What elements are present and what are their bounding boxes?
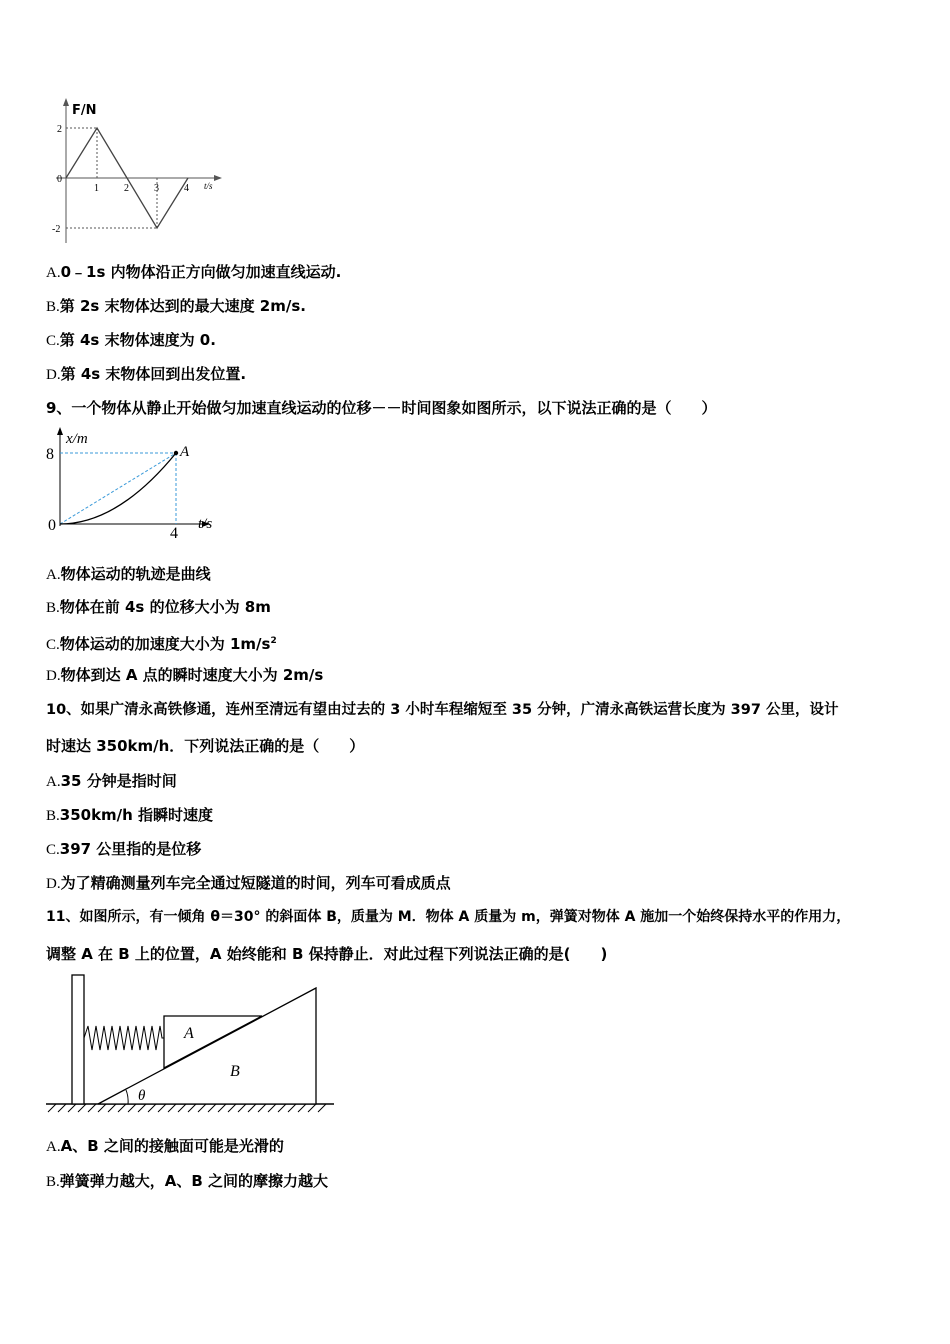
y-tick-8: 8 (46, 446, 54, 463)
x-tick-4: 4 (184, 183, 189, 194)
block-a-label: A (184, 1025, 194, 1042)
y-tick-0: 0 (57, 174, 62, 185)
x-tick-3: 3 (154, 183, 159, 194)
spring (84, 1026, 164, 1050)
q8-option-b: B.第 2s 末物体达到的最大速度 2m/s. (46, 297, 306, 315)
q11-option-a: A.A、B 之间的接触面可能是光滑的 (46, 1137, 284, 1155)
theta-label: θ (138, 1088, 146, 1104)
y-axis-arrow (57, 427, 63, 435)
point-a (174, 451, 178, 455)
q10-stem-line1: 10、如果广清永高铁修通，连州至清远有望由过去的 3 小时车程缩短至 35 分钟，广清永高铁运营长度为 397 公里，设计 (46, 702, 839, 718)
q8-option-d: D.第 4s 末物体回到出发位置. (46, 365, 247, 383)
y-tick-2: 2 (57, 124, 62, 135)
x-axis-label: t/s (198, 516, 213, 532)
y-axis-arrow (63, 98, 69, 106)
x-tick-2: 2 (124, 183, 129, 194)
point-a-label: A (180, 444, 190, 460)
q9-option-b: B.物体在前 4s 的位移大小为 8m (46, 598, 271, 616)
q11-option-b: B.弹簧弹力越大，A、B 之间的摩擦力越大 (46, 1172, 329, 1190)
displacement-time-graph (44, 426, 224, 546)
force-time-graph (46, 96, 226, 248)
incline-spring-figure (44, 970, 339, 1120)
q9-option-a: A.物体运动的轨迹是曲线 (46, 565, 211, 583)
q10-option-c: C.397 公里指的是位移 (46, 840, 202, 858)
x-axis-arrow (214, 175, 222, 181)
q9-option-d: D.物体到达 A 点的瞬时速度大小为 2m/s (46, 666, 324, 684)
y-axis-label: F/N (72, 103, 97, 118)
q9-option-c: C.物体运动的加速度大小为 $1m/s^2$ (46, 635, 277, 653)
y-axis-label: x/m (66, 431, 88, 447)
q9-stem: 9、一个物体从静止开始做匀加速直线运动的位移－－时间图象如图所示，以下说法正确的是（ ） (46, 399, 717, 417)
q10-option-b: B.350km/h 指瞬时速度 (46, 806, 214, 824)
q10-option-a: A.35 分钟是指时间 (46, 772, 177, 790)
block-b-label: B (230, 1063, 240, 1080)
q8-option-c: C.第 4s 末物体速度为 0. (46, 331, 216, 349)
ground-hatching (48, 1104, 326, 1112)
q11-stem-line2: 调整 A 在 B 上的位置，A 始终能和 B 保持静止．对此过程下列说法正确的是( ) (46, 945, 608, 963)
q8-option-a: A.0﹣1s 内物体沿正方向做匀加速直线运动. (46, 263, 342, 281)
q11-stem-line1: 11、如图所示，有一倾角 θ＝30° 的斜面体 B，质量为 M．物体 A 质量为 m，弹簧对物体 A 施加一个始终保持水平的作用力， (46, 909, 851, 925)
incline-block-b (98, 988, 316, 1104)
x-axis-label: t/s (204, 181, 213, 191)
y-tick-neg2: -2 (52, 224, 61, 235)
q10-stem-line2: 时速达 350km/h．下列说法正确的是（ ） (46, 737, 365, 755)
q10-option-d: D.为了精确测量列车完全通过短隧道的时间，列车可看成质点 (46, 874, 451, 892)
origin-label: 0 (48, 517, 56, 534)
x-tick-4: 4 (170, 525, 178, 542)
wall (72, 975, 84, 1104)
secant-line (60, 453, 176, 524)
x-tick-1: 1 (94, 183, 99, 194)
